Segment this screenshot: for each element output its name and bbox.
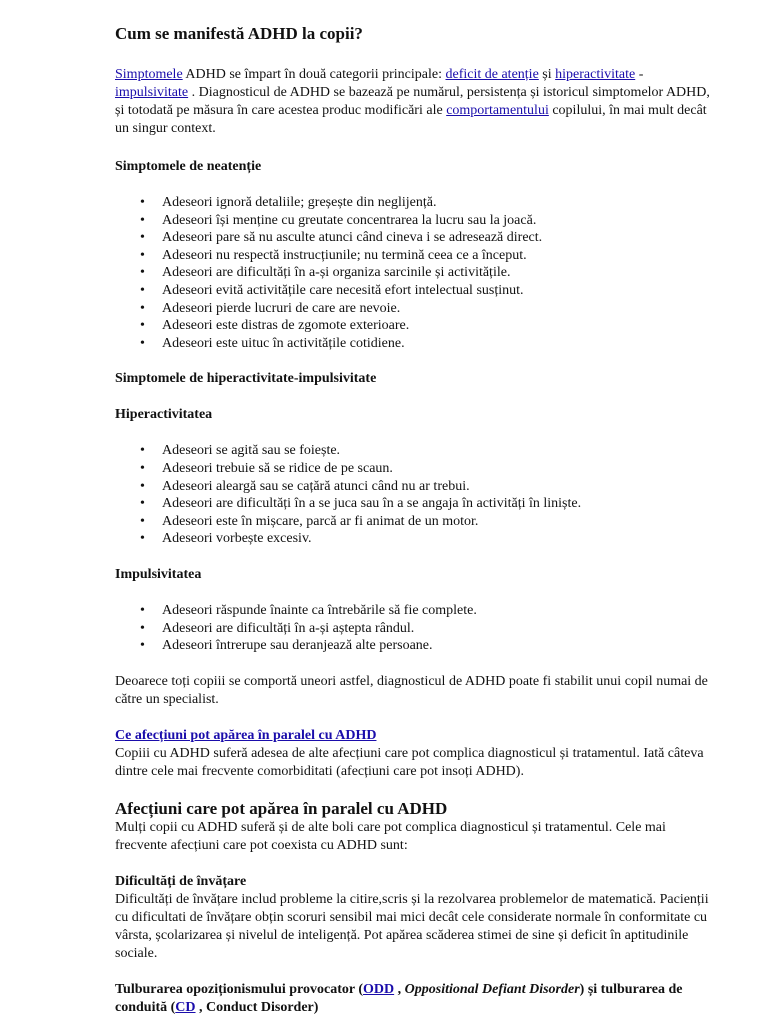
intro-text-3: - xyxy=(635,67,644,82)
inattention-list xyxy=(115,194,715,352)
comorbid-intro xyxy=(115,727,715,781)
learning-heading: Dificultăți de învățare xyxy=(115,873,247,889)
comorbid-heading: Afecțiuni care pot apărea în paralel cu ADHD xyxy=(115,798,448,818)
odd-link[interactable]: ODD xyxy=(363,981,395,997)
symptoms-link[interactable]: Simptomele xyxy=(115,67,183,82)
page-title: Cum se manifestă ADHD la copii? xyxy=(115,24,363,43)
behavior-link[interactable]: comportamentului xyxy=(446,103,549,118)
hyperactivity-link[interactable]: hiperactivitate xyxy=(555,67,636,82)
list-item: • Adeseori ignoră detaliile; greșește din neglijență. xyxy=(162,194,715,212)
odd-heading xyxy=(115,981,715,1017)
impulsivity-heading: Impulsivitatea xyxy=(115,566,202,582)
list-item: • Adeseori are dificultăți în a-și organiza sarcinile și activitățile. xyxy=(162,264,715,282)
list-item: • Adeseori pare să nu asculte atunci când cineva i se adresează direct. xyxy=(162,229,715,247)
inattention-heading: Simptomele de neatenție xyxy=(115,159,262,174)
intro-text-5: copilului, în mai mult decât un singur context. xyxy=(115,103,707,136)
list-item: • Adeseori aleargă sau se cațără atunci când nu ar trebui. xyxy=(162,478,715,496)
list-item: • Adeseori își menține cu greutate concentrarea la lucru sau la joacă. xyxy=(162,212,715,230)
list-item: • Adeseori este uituc în activitățile cotidiene. xyxy=(162,335,715,353)
comorbid-conditions-link[interactable]: Ce afecțiuni pot apărea în paralel cu ADHD xyxy=(115,727,377,743)
list-item: • Adeseori vorbește excesiv. xyxy=(162,530,715,548)
comorbid-text: Mulți copii cu ADHD suferă și de alte boli care pot complica diagnosticul și tratamentul. Cele mai frecvente afecțiuni care pot coexista cu ADHD sunt: xyxy=(115,819,666,853)
list-item: • Adeseori este în mișcare, parcă ar fi animat de un motor. xyxy=(162,513,715,531)
odd-text-4: , Conduct Disorder) xyxy=(195,999,319,1015)
comorbid-intro-text: Copiii cu ADHD suferă adesea de alte afecțiuni care pot complica diagnosticul și tratamentul. Iată câteva dintre cele mai frecvente comorbiditati (afecțiuni care pot insoți ADHD). xyxy=(115,745,704,779)
odd-text-2: , xyxy=(394,981,405,997)
impulsivity-list xyxy=(115,602,715,655)
intro-text-4: . Diagnosticul de ADHD se bazează pe numărul, persistența și istoricul simptomelor ADHD, și totodată pe măsura în care acestea produc modificări ale xyxy=(115,85,710,118)
list-item: • Adeseori este distras de zgomote exterioare. xyxy=(162,317,715,335)
intro-paragraph xyxy=(115,66,715,138)
list-item: • Adeseori pierde lucruri de care are nevoie. xyxy=(162,300,715,318)
hyper-impulse-heading: Simptomele de hiperactivitate-impulsivitate xyxy=(115,371,377,387)
learning-text: Dificultăți de învățare includ probleme la citire,scris și la rezolvarea problemelor de matematică. Pacienții cu dificultati de învățare obțin scoruri sensibil mai mici decât cele considerate normale în conformitate cu vârsta, școlarizarea și nivelul de inteligență. Pot apărea scăderea stimei de sine și deficit în aptitudinile sociale. xyxy=(115,891,709,961)
impulsivity-link[interactable]: impulsivitate xyxy=(115,85,189,100)
list-item: • Adeseori nu respectă instrucțiunile; nu termină ceea ce a început. xyxy=(162,247,715,265)
intro-text-1: ADHD se împart în două categorii principale: xyxy=(182,67,446,82)
list-item: • Adeseori răspunde înainte ca întrebările să fie complete. xyxy=(162,602,715,620)
hyperactivity-heading: Hiperactivitatea xyxy=(115,407,213,423)
list-item: • Adeseori trebuie să se ridice de pe scaun. xyxy=(162,460,715,478)
list-item: • Adeseori are dificultăți în a se juca sau în a se angaja în activități în liniște. xyxy=(162,495,715,513)
article-content xyxy=(115,24,715,1017)
attention-deficit-link[interactable]: deficit de atenție xyxy=(445,67,539,82)
cd-link[interactable]: CD xyxy=(175,999,196,1015)
odd-text-1: Tulburarea opoziționismului provocator ( xyxy=(115,981,364,997)
hyperactivity-list xyxy=(115,442,715,548)
intro-text-2: și xyxy=(538,67,556,82)
odd-italic: Oppositional Defiant Disorder xyxy=(404,981,580,997)
list-item: • Adeseori întrerupe sau deranjează alte persoane. xyxy=(162,637,715,655)
specialist-note: Deoarece toți copiii se comportă uneori astfel, diagnosticul de ADHD poate fi stabilit unui copil numai de către un specialist. xyxy=(115,673,708,707)
list-item: • Adeseori are dificultăți în a-și aștepta rândul. xyxy=(162,620,715,638)
odd-text-3: ) și tulburarea de conduită ( xyxy=(115,981,683,1015)
list-item: • Adeseori se agită sau se foiește. xyxy=(162,442,715,460)
list-item: • Adeseori evită activitățile care necesită efort intelectual susținut. xyxy=(162,282,715,300)
